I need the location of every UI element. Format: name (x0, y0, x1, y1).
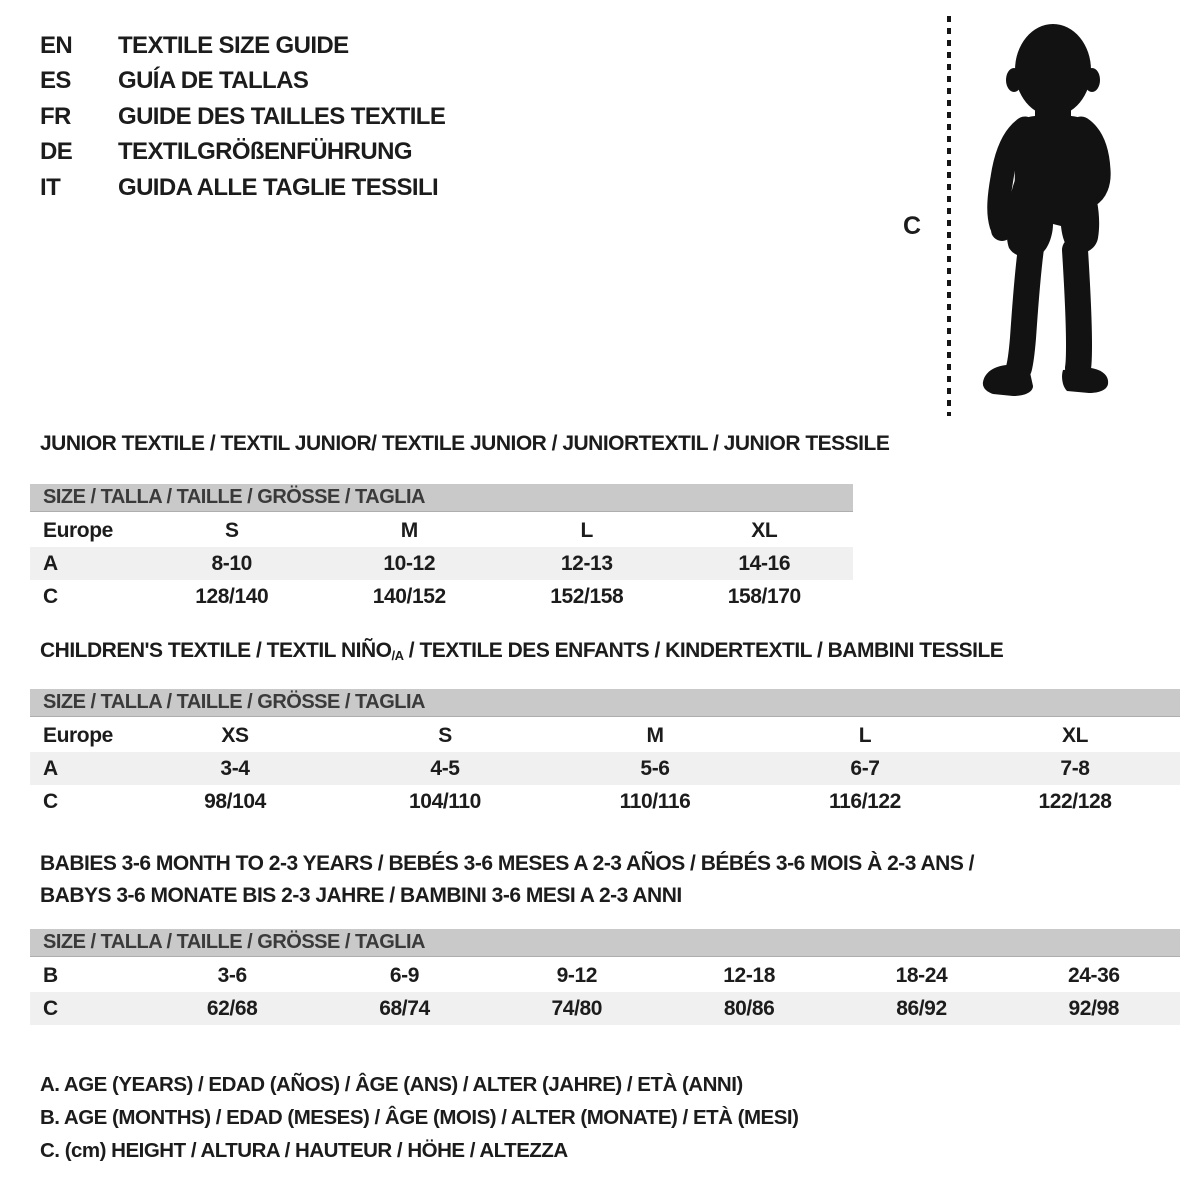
size-cell: S (438, 723, 452, 747)
age-cell: 10-12 (383, 551, 436, 575)
table-row-age (30, 547, 853, 580)
table-row-height (30, 785, 1180, 818)
size-cell: XL (751, 518, 778, 542)
babies-section-title (40, 848, 974, 911)
table-row-months (30, 959, 1180, 992)
height-cell: 152/158 (550, 584, 624, 608)
table-row-europe (30, 719, 1180, 752)
size-cell: S (224, 518, 239, 542)
age-cell: 6-7 (850, 756, 880, 780)
guide-title-en: TEXTILE SIZE GUIDE (118, 31, 349, 59)
children-section-title (40, 640, 1003, 667)
junior-section-title: JUNIOR TEXTILE / TEXTIL JUNIOR/ TEXTILE JUNIOR / JUNIORTEXTIL / JUNIOR TESSILE (40, 432, 890, 455)
age-cell: 7-8 (1060, 756, 1090, 780)
row-label: C (43, 584, 58, 608)
height-cell: 104/110 (409, 789, 481, 813)
babies-title-line1: BABIES 3-6 MONTH TO 2-3 YEARS / BEBÉS 3-6 MESES A 2-3 AÑOS / BÉBÉS 3-6 MOIS À 2-3 ANS / (40, 852, 975, 875)
age-cell: 12-13 (560, 551, 613, 575)
size-cell: M (646, 723, 664, 747)
height-cell: 110/116 (619, 789, 691, 813)
months-cell: 18-24 (895, 963, 948, 987)
height-measure-label: C (903, 212, 922, 240)
height-cell: 68/74 (379, 996, 430, 1020)
height-cell: 92/98 (1068, 996, 1120, 1020)
language-row-de (40, 135, 445, 171)
language-row-it (40, 170, 445, 206)
babies-title-line2: BABYS 3-6 MONATE BIS 2-3 JAHRE / BAMBINI 3-6 MESI A 2-3 ANNI (40, 883, 682, 907)
guide-title-it: GUIDA ALLE TAGLIE TESSILI (118, 173, 439, 201)
height-cell: 140/152 (372, 584, 446, 608)
height-cell: 74/80 (551, 996, 603, 1020)
height-cell: 98/104 (204, 789, 266, 813)
table-row-age (30, 752, 1180, 785)
months-cell: 24-36 (1067, 963, 1120, 987)
months-cell: 6-9 (389, 963, 420, 987)
row-label: A (43, 756, 58, 780)
age-cell: 3-4 (220, 756, 250, 780)
language-code: FR (40, 102, 71, 130)
language-row-fr (40, 99, 445, 135)
size-cell: XL (1061, 723, 1089, 747)
legend-age-months: B. AGE (MONTHS) / EDAD (MESES) / ÂGE (MOIS) / ALTER (MONATE) / ETÀ (MESI) (40, 1105, 799, 1129)
size-header-bar: SIZE / TALLA / TAILLE / GRÖSSE / TAGLIA (30, 689, 1180, 717)
language-row-es (40, 64, 445, 100)
measurement-legend (40, 1068, 798, 1167)
row-label: Europe (43, 518, 113, 542)
row-label: C (43, 996, 58, 1020)
children-size-table (30, 689, 1180, 818)
guide-title-de: TEXTILGRÖßENFÜHRUNG (118, 138, 412, 166)
language-title-list (40, 28, 445, 206)
height-cell: 86/92 (896, 996, 947, 1020)
age-cell: 4-5 (430, 756, 460, 780)
junior-size-table (30, 484, 853, 613)
toddler-silhouette-icon (963, 18, 1141, 420)
table-row-height (30, 580, 853, 613)
guide-title-es: GUÍA DE TALLAS (118, 67, 309, 95)
size-cell: L (580, 518, 593, 542)
row-label: A (43, 551, 58, 575)
row-label: C (43, 789, 58, 813)
children-title-sub: /A (391, 648, 404, 663)
age-cell: 5-6 (640, 756, 670, 780)
size-header-bar: SIZE / TALLA / TAILLE / GRÖSSE / TAGLIA (30, 929, 1180, 957)
language-code: ES (40, 67, 71, 95)
height-cell: 122/128 (1038, 789, 1112, 813)
table-row-height (30, 992, 1180, 1025)
children-title-part2: / TEXTILE DES ENFANTS / KINDERTEXTIL / BAMBINI TESSILE (403, 639, 1004, 662)
age-cell: 8-10 (211, 551, 252, 575)
language-code: IT (40, 173, 61, 201)
size-cell: XS (221, 723, 249, 747)
children-title-part1: CHILDREN'S TEXTILE / TEXTIL NIÑO (40, 639, 392, 662)
months-cell: 12-18 (723, 963, 775, 987)
height-cell: 80/86 (723, 996, 775, 1020)
months-cell: 9-12 (556, 963, 598, 987)
row-label: Europe (43, 723, 113, 747)
language-code: DE (40, 138, 73, 166)
language-code: EN (40, 31, 73, 59)
age-cell: 14-16 (738, 551, 791, 575)
height-cell: 62/68 (206, 996, 258, 1020)
table-row-europe (30, 514, 853, 547)
legend-age-years: A. AGE (YEARS) / EDAD (AÑOS) / ÂGE (ANS) / ALTER (JAHRE) / ETÀ (ANNI) (40, 1072, 743, 1096)
height-measure-dashed-line (947, 16, 951, 416)
height-cell: 116/122 (829, 789, 901, 813)
babies-size-table (30, 929, 1180, 1025)
legend-height-cm: C. (cm) HEIGHT / ALTURA / HAUTEUR / HÖHE / ALTEZZA (40, 1138, 568, 1162)
guide-title-fr: GUIDE DES TAILLES TEXTILE (118, 102, 446, 130)
months-cell: 3-6 (217, 963, 247, 987)
language-row-en (40, 28, 445, 64)
height-cell: 158/170 (727, 584, 801, 608)
size-cell: L (858, 723, 872, 747)
size-header-bar: SIZE / TALLA / TAILLE / GRÖSSE / TAGLIA (30, 484, 853, 512)
size-cell: M (400, 518, 418, 542)
row-label: B (43, 963, 58, 987)
height-cell: 128/140 (195, 584, 269, 608)
